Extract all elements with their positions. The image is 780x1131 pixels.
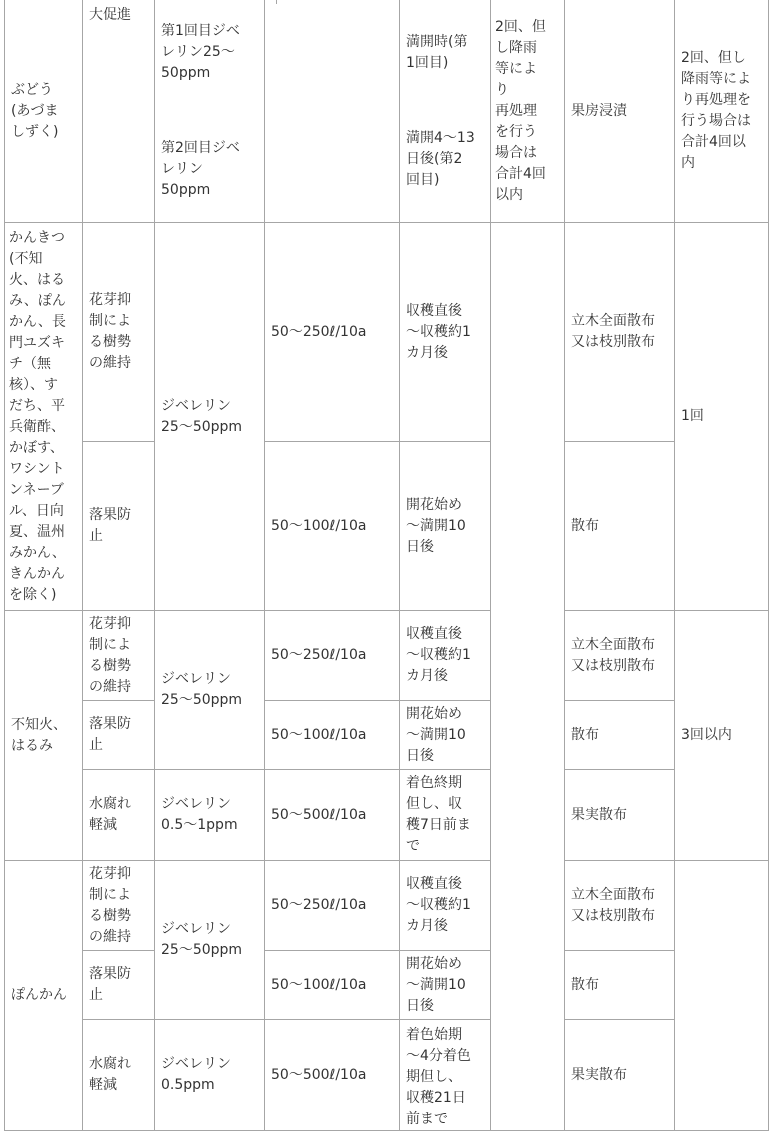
agent-cell: ジベレリン 0.5～1ppm (155, 770, 265, 861)
amount-cell (265, 0, 400, 223)
purpose-cell: 花芽抑 制によ る樹勢 の維持 (83, 861, 155, 951)
purpose-cell: 落果防 止 (83, 442, 155, 611)
total-count-cell (675, 861, 769, 1131)
timing-cell: 開花始め ～満開10 日後 (400, 442, 491, 611)
amount-cell: 50～250ℓ/10a (265, 861, 400, 951)
count-cell (491, 223, 565, 1131)
total-count-cell: 3回以内 (675, 611, 769, 861)
amount-cell: 50～100ℓ/10a (265, 951, 400, 1020)
purpose-cell: 大促進 (83, 0, 155, 223)
method-cell: 散布 (565, 951, 675, 1020)
method-cell: 果実散布 (565, 770, 675, 861)
timing-second-label: 満開4～13 日後(第2 回目) (406, 129, 475, 188)
crop-cell: ぽんかん (5, 861, 83, 1131)
purpose-cell: 水腐れ 軽減 (83, 1020, 155, 1131)
count-cell: 2回、但 し降雨 等によ り 再処理 を行う 場合は 合計4回 以内 (491, 0, 565, 223)
table-row (5, 770, 769, 861)
pesticide-usage-table (4, 0, 769, 1131)
total-count-cell: 2回、但し 降雨等によ り再処理を 行う場合は 合計4回以 内 (675, 0, 769, 223)
method-cell: 果房浸漬 (565, 0, 675, 223)
timing-cell: 収穫直後 ～収穫約1 カ月後 (400, 223, 491, 442)
table-row (5, 701, 769, 770)
amount-cell: 50～100ℓ/10a (265, 442, 400, 611)
purpose-cell: 落果防 止 (83, 951, 155, 1020)
agent-cell: ジベレリン 25～50ppm (155, 223, 265, 611)
purpose-cell: 落果防 止 (83, 701, 155, 770)
table-row (5, 611, 769, 701)
method-cell: 立木全面散布 又は枝別散布 (565, 611, 675, 701)
timing-cell: 収穫直後 ～収穫約1 カ月後 (400, 611, 491, 701)
crop-cell: ぶどう (あづま しずく) (5, 0, 83, 223)
agent-cell: ジベレリン 0.5ppm (155, 1020, 265, 1131)
amount-cell: 50～500ℓ/10a (265, 770, 400, 861)
timing-cell: 着色始期 ～4分着色 期但し、 収穫21日 前まで (400, 1020, 491, 1131)
timing-cell: 着色終期 但し、収 穫7日前ま で (400, 770, 491, 861)
method-cell: 散布 (565, 701, 675, 770)
amount-cell: 50～100ℓ/10a (265, 701, 400, 770)
purpose-cell: 花芽抑 制によ る樹勢 の維持 (83, 611, 155, 701)
purpose-cell: 花芽抑 制によ る樹勢 の維持 (83, 223, 155, 442)
timing-cell: 開花始め ～満開10 日後 (400, 701, 491, 770)
table-row (5, 223, 769, 442)
table-row (5, 0, 769, 223)
table-row (5, 861, 769, 951)
agent-second-label: 第2回目ジベ レリン 50ppm (161, 140, 240, 198)
crop-cell: かんきつ (不知 火、はる み、ぽん かん、長 門ユズキ チ（無 核）、す だち、平 兵衛酢、 かぼす、 ワシント ンネーブ ル、日向 夏、温州 みかん、 きんかん を除く) (5, 223, 83, 611)
timing-cell (400, 0, 491, 223)
method-cell: 立木全面散布 又は枝別散布 (565, 223, 675, 442)
total-count-cell: 1回 (675, 223, 769, 611)
agent-cell (155, 0, 265, 223)
table-row (5, 442, 769, 611)
purpose-cell: 水腐れ 軽減 (83, 770, 155, 861)
agent-cell: ジベレリン 25～50ppm (155, 611, 265, 770)
crop-cell: 不知火、 はるみ (5, 611, 83, 861)
timing-cell: 収穫直後 ～収穫約1 カ月後 (400, 861, 491, 951)
agent-first-label: 第1回目ジベ レリン25～ 50ppm (161, 23, 240, 81)
table-row (5, 1020, 769, 1131)
table-row (5, 951, 769, 1020)
method-cell: 散布 (565, 442, 675, 611)
amount-cell: 50～500ℓ/10a (265, 1020, 400, 1131)
amount-cell: 50～250ℓ/10a (265, 611, 400, 701)
agent-cell: ジベレリン 25～50ppm (155, 861, 265, 1020)
method-cell: 果実散布 (565, 1020, 675, 1131)
method-cell: 立木全面散布 又は枝別散布 (565, 861, 675, 951)
amount-cell: 50～250ℓ/10a (265, 223, 400, 442)
timing-cell: 開花始め ～満開10 日後 (400, 951, 491, 1020)
timing-first-label: 満開時(第 1回目) (406, 33, 468, 71)
